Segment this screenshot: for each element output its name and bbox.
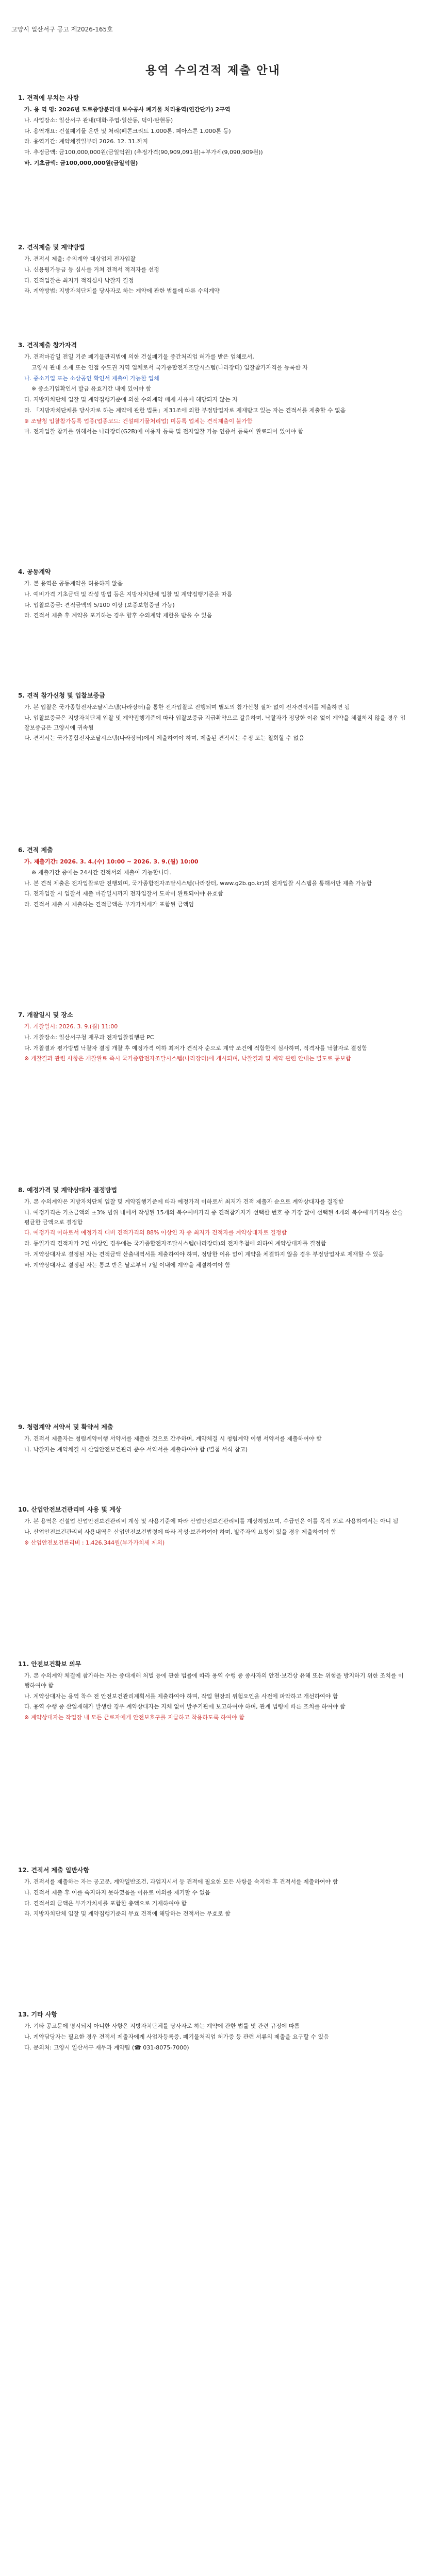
section-heading: 6. 견적 제출 — [18, 846, 53, 854]
section-line: 라. 견적서 제출 후 계약을 포기하는 경우 향후 수의계약 제한을 받을 수 있음 — [24, 612, 212, 619]
section-3 — [18, 340, 407, 438]
section-1 — [18, 93, 407, 170]
section-line: ※ 중소기업확인서 발급 유효기간 내에 있어야 함 — [31, 385, 152, 393]
document-title: 용역 수의견적 제출 안내 — [145, 64, 281, 77]
section-12 — [18, 1865, 407, 1920]
section-4 — [18, 567, 407, 622]
section-9 — [18, 1422, 407, 1456]
section-line: 마. 전자입찰 참가를 위해서는 나라장터(G2B)에 이용자 등록 및 전자입찰 가능 인증서 등록이 완료되어 있어야 함 — [24, 428, 304, 435]
section-line: 가. 제출기간: 2026. 3. 4.(수) 10:00 ~ 2026. 3. 9.(월) 10:00 — [24, 858, 199, 866]
section-line: 나. 계약담당자는 필요한 경우 견적서 제출자에게 사업자등록증, 폐기물처리업 허가증 등 관련 서류의 제출을 요구할 수 있음 — [24, 2033, 329, 2041]
section-line: ※ 계약상대자는 작업장 내 모든 근로자에게 안전보호구를 지급하고 착용하도록 하여야 함 — [24, 1714, 244, 1721]
section-heading: 7. 개찰일시 및 장소 — [18, 1011, 73, 1019]
section-line: 나. 본 견적 제출은 전자입찰로만 진행되며, 국가종합전자조달시스템(나라장터, www.g2b.go.kr)의 전자입찰 시스템을 통해서만 제출 가능함 — [24, 879, 372, 887]
section-line: 다. 견적입찰은 최저가 적격심사 낙찰자 결정 — [24, 277, 134, 284]
section-line: 다. 견적서는 국가종합전자조달시스템(나라장터)에서 제출하여야 하며, 제출된 견적서는 수정 또는 철회할 수 없음 — [24, 735, 304, 742]
section-line: 나. 산업안전보건관리비 사용내역은 산업안전보건법령에 따라 작성·보관하여야 하며, 발주자의 요청이 있을 경우 제출하여야 함 — [24, 1529, 336, 1536]
section-line: 다. 용역 수행 중 산업재해가 발생한 경우 계약상대자는 지체 없이 발주기관에 보고하여야 하며, 관계 법령에 따른 조치를 하여야 함 — [24, 1703, 346, 1710]
section-line: 마. 계약상대자로 결정된 자는 견적금액 산출내역서를 제출하여야 하며, 정당한 이유 없이 계약을 체결하지 않을 경우 부정당업자로 제재할 수 있음 — [24, 1250, 384, 1258]
section-heading: 2. 견적제출 및 계약방법 — [18, 244, 85, 251]
section-line: 가. 본 입찰은 국가종합전자조달시스템(나라장터)을 통한 전자입찰로 진행되며 별도의 참가신청 절차 없이 전자견적서를 제출하면 됨 — [24, 704, 350, 711]
section-2 — [18, 242, 407, 297]
section-heading: 3. 견적제출 참가자격 — [18, 342, 77, 349]
section-heading: 12. 견적서 제출 일반사항 — [18, 1867, 90, 1874]
section-line: 나. 낙찰자는 계약체결 시 산업안전보건관리 준수 서약서를 제출하여야 함 (별첨 서식 참고) — [24, 1446, 248, 1453]
section-line: 나. 사업장소: 일산서구 관내(대화·주엽·일산동, 덕이·탄현동) — [24, 117, 173, 124]
section-heading: 1. 견적에 부치는 사항 — [18, 94, 79, 101]
notice-number: 고양시 일산서구 공고 제2026-165호 — [11, 26, 113, 33]
section-line: 라. 「지방자치단체를 당사자로 하는 계약에 관한 법률」제31조에 의한 부정당업자로 제재받고 있는 자는 견적서를 제출할 수 없음 — [24, 406, 346, 414]
section-13 — [18, 2009, 407, 2054]
section-line: 나. 예정가격은 기초금액의 ±3% 범위 내에서 작성된 15개의 복수예비가격 중 견적참가자가 선택한 번호 중 가장 많이 선택된 4개의 복수예비가격을 산술평균한 금액으로 결정함 — [24, 1209, 403, 1226]
section-heading: 4. 공동계약 — [18, 568, 51, 575]
section-line: 나. 신용평가등급 등 심사를 거쳐 견적서 적격자를 선정 — [24, 266, 159, 274]
section-line: 나. 중소기업 또는 소상공인 확인서 제출이 가능한 업체 — [24, 375, 159, 382]
section-line: ※ 개찰결과 관련 사항은 개찰완료 즉시 국가종합전자조달시스템(나라장터)에 게시되며, 낙찰결과 및 계약 관련 안내는 별도로 통보함 — [24, 1055, 351, 1062]
section-line: 가. 기타 공고문에 명시되지 아니한 사항은 지방자치단체를 당사자로 하는 계약에 관한 법률 및 관련 규정에 따름 — [24, 2023, 300, 2030]
section-5 — [18, 690, 407, 744]
section-heading: 13. 기타 사항 — [18, 2011, 57, 2018]
section-heading: 5. 견적 참가신청 및 입찰보증금 — [18, 692, 105, 699]
section-line: 고양시 관내 소재 또는 인접 수도권 지역 업체로서 국가종합전자조달시스템(나라장터) 입찰참가자격을 등록한 자 — [31, 364, 308, 371]
section-line: 가. 견적서 제출자는 청렴계약이행 서약서를 제출한 것으로 간주하며, 계약체결 시 청렴계약 이행 서약서를 제출하여야 함 — [24, 1435, 322, 1443]
section-line: 가. 견적마감일 전일 기준 폐기물관리법에 의한 건설폐기물 중간처리업 허가를 받은 업체로서, — [24, 353, 254, 361]
section-10 — [18, 1504, 407, 1549]
section-line: 마. 추정금액: 금100,000,000원(금일억원) (추정가격(90,909,091원)+부가세(9,090,909원)) — [24, 149, 263, 156]
section-line: 가. 용 역 명: 2026년 도로중앙분리대 보수공사 폐기물 처리용역(연간단가) 2구역 — [24, 106, 231, 113]
section-line: 나. 개찰장소: 일산서구청 재무과 전자입찰집행관 PC — [24, 1034, 154, 1041]
section-8 — [18, 1185, 407, 1271]
section-line: ※ 제출기간 중에는 24시간 견적서의 제출이 가능합니다. — [31, 869, 171, 876]
section-11 — [18, 1659, 407, 1724]
section-line: 다. 견적서의 금액은 부가가치세를 포함한 총액으로 기재하여야 함 — [24, 1900, 187, 1907]
section-line: ※ 조달청 입찰참가등록 업종(업종코드: 건설폐기물처리업) 미등록 업체는 견적제출이 불가함 — [24, 417, 253, 425]
section-line: 다. 입찰보증금: 견적금액의 5/100 이상 (보증보험증권 가능) — [24, 601, 175, 608]
section-line: 나. 예비가격 기초금액 및 작성 방법 등은 지방자치단체 입찰 및 계약집행기준을 따름 — [24, 591, 233, 598]
section-line: 라. 계약방법: 지방자치단체를 당사자로 하는 계약에 관한 법률에 따른 수의계약 — [24, 287, 220, 295]
section-line: 가. 견적서를 제출하는 자는 공고문, 계약일반조건, 과업지시서 등 견적에 필요한 모든 사항을 숙지한 후 견적서를 제출하여야 함 — [24, 1878, 338, 1886]
section-line: 가. 개찰일시: 2026. 3. 9.(월) 11:00 — [24, 1023, 118, 1030]
section-line: 라. 동일가격 견적자가 2인 이상인 경우에는 국가종합전자조달시스템(나라장터)의 전자추첨에 의하여 계약상대자를 결정함 — [24, 1240, 326, 1247]
section-line: 다. 지방자치단체 입찰 및 계약집행기준에 의한 수의계약 배제 사유에 해당되지 않는 자 — [24, 396, 238, 403]
section-line: 다. 개찰결과 평가방법 낙찰자 결정 개찰 후 예정가격 이하 최저가 견적자 순으로 계약 조건에 적합한지 심사하며, 적격자를 낙찰자로 결정함 — [24, 1044, 367, 1052]
section-line: 가. 견적서 제출: 수의계약 대상업체 전자입찰 — [24, 256, 136, 263]
section-line: 다. 전자입찰 시 입찰서 제출 마감일시까지 전자입찰서 도착이 완료되어야 유효함 — [24, 890, 223, 897]
section-heading: 11. 안전보건확보 의무 — [18, 1660, 81, 1668]
section-line: 나. 계약상대자는 용역 착수 전 안전보건관리계획서를 제출하여야 하며, 작업 현장의 위험요인을 사전에 파악하고 개선하여야 함 — [24, 1692, 338, 1700]
section-line: 나. 입찰보증금은 지방자치단체 입찰 및 계약집행기준에 따라 입찰보증금 지급확약으로 갈음하며, 낙찰자가 정당한 이유 없이 계약을 체결하지 않을 경우 입찰보증금은 고양시에 귀속됨 — [24, 715, 406, 731]
section-line: 라. 견적서 제출 시 제출하는 견적금액은 부가가치세가 포함된 금액임 — [24, 901, 194, 908]
section-line: 바. 기초금액: 금100,000,000원(금일억원) — [24, 159, 138, 166]
section-line: 가. 본 용역은 건설업 산업안전보건관리비 계상 및 사용기준에 따라 산업안전보건관리비를 계상하였으며, 수급인은 이를 목적 외로 사용하여서는 아니 됨 — [24, 1518, 399, 1525]
section-line: 라. 지방자치단체 입찰 및 계약집행기준의 무효 견적에 해당하는 견적서는 무효로 함 — [24, 1910, 231, 1918]
section-line: 나. 견적서 제출 후 이를 숙지하지 못하였음을 이유로 이의를 제기할 수 없음 — [24, 1889, 210, 1896]
section-line: 가. 본 수의계약은 지방자치단체 입찰 및 계약집행기준에 따라 예정가격 이하로서 최저가 견적 제출자 순으로 계약상대자를 결정함 — [24, 1198, 344, 1206]
section-heading: 8. 예정가격 및 계약상대자 결정방법 — [18, 1187, 117, 1194]
section-line: 가. 본 수의계약 체결에 참가하는 자는 중대재해 처벌 등에 관한 법률에 따라 용역 수행 중 종사자의 안전·보건상 유해 또는 위험을 방지하기 위한 조치를 이행하여야 함 — [24, 1672, 404, 1689]
section-heading: 10. 산업안전보건관리비 사용 및 계상 — [18, 1506, 122, 1513]
section-line: 다. 용역개요: 건설폐기물 운반 및 처리(폐콘크리트 1,000톤, 폐아스콘 1,000톤 등) — [24, 127, 231, 134]
section-line: 라. 용역기간: 계약체결일부터 2026. 12. 31.까지 — [24, 138, 148, 145]
section-line: 다. 예정가격 이하로서 예정가격 대비 견적가격의 88% 이상인 자 중 최저가 견적자를 계약상대자로 결정함 — [24, 1229, 287, 1236]
section-6 — [18, 845, 407, 911]
section-line: 바. 계약상대자로 결정된 자는 통보 받은 날로부터 7일 이내에 계약을 체결하여야 함 — [24, 1261, 231, 1268]
section-heading: 9. 청렴계약 서약서 및 확약서 제출 — [18, 1423, 113, 1431]
section-line: 다. 문의처: 고양시 일산서구 재무과 계약팀 (☎ 031-8075-7000) — [24, 2044, 189, 2051]
section-7 — [18, 1010, 407, 1065]
section-line: 가. 본 용역은 공동계약을 허용하지 않음 — [24, 580, 123, 587]
section-line: ※ 산업안전보건관리비 : 1,426,344원(부가가치세 제외) — [24, 1539, 165, 1546]
